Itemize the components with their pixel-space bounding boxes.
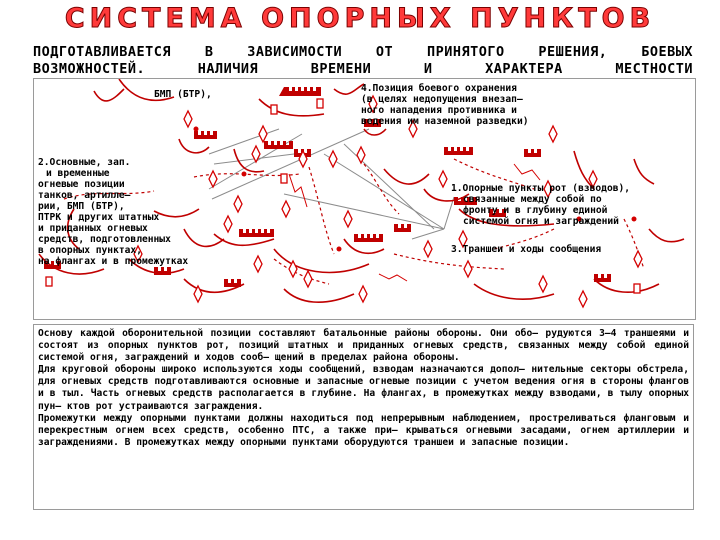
description-paragraph: Основу каждой оборонительной позиции составляют батальонные районы обороны. Они обо– рудуются 3–4 траншеями и состоят из опорных пунктов рот, позиций штатных и приданных огневых средств, связанных между собой единой системой огня, заграждений и ходов сооб– щений в пределах района обороны. xyxy=(38,328,689,364)
label-line: 4.Позиция боевого охранения xyxy=(361,83,517,94)
label-line: ного нападения противника и xyxy=(361,105,517,116)
label-combat-outpost xyxy=(361,83,529,127)
label-fire-positions xyxy=(38,157,188,267)
label-line: (в целях недопущения внезап– xyxy=(361,94,523,105)
label-line: ПТРК и других штатных xyxy=(38,212,160,223)
description-box xyxy=(33,324,694,510)
label-line: рии, БМП (БТР), xyxy=(38,201,125,212)
label-line: огневые позиции xyxy=(38,179,125,190)
label-trenches: 3.Траншеи и ходы сообщения xyxy=(451,244,602,255)
subtitle-line: ПОДГОТАВЛИВАЕТСЯ В ЗАВИСИМОСТИ ОТ ПРИНЯТОГО РЕШЕНИЯ, БОЕВЫХ xyxy=(33,44,693,60)
label-bmp: БМП (БТР), xyxy=(154,89,212,100)
label-line: системой огня и заграждений xyxy=(463,216,619,227)
label-line: и временные xyxy=(46,168,110,179)
label-line: средств, подготовленных xyxy=(38,234,171,245)
label-line: ведения им наземной разведки) xyxy=(361,116,529,127)
strongpoint-diagram xyxy=(33,78,696,320)
label-line: связанные между собой по xyxy=(463,194,602,205)
label-line: 1.Опорные пункты рот (взводов), xyxy=(451,183,631,194)
label-line: фронту и в глубину единой xyxy=(463,205,608,216)
label-line: в опорных пунктах, xyxy=(38,245,142,256)
label-line: на флангах и в промежутках xyxy=(38,256,189,267)
pointer-lines xyxy=(209,129,454,239)
label-line: танков, артилле– xyxy=(38,190,131,201)
label-company-strongpoints xyxy=(451,183,630,227)
description-paragraph: Для круговой обороны широко используются ходы сообщений, взводам назначаются допол– нительные секторы обстрела, для огневых средств подготавливаются основные и запасные огневые позиции с учетом ведения огня в стороны флангов и в тыл. Часть огневых средств располагается в глубине. На флангах, в промежутках между взводами, в тылу опорных пун– ктов рот устраиваются заграждения. xyxy=(38,364,689,412)
label-line: и приданных огневых xyxy=(38,223,148,234)
label-line: 2.Основные, зап. xyxy=(38,157,131,168)
description-paragraph: Промежутки между опорными пунктами должны находиться под непрерывным наблюдением, простреливаться фланговым и перекрестным огнем всех средств, особенно ПТС, а также при– крываться огневыми засадами, огнем артиллерии и заграждениями. В промежутках между опорными пунктами оборудуются траншеи и запасные позиции. xyxy=(38,412,689,448)
page-subtitle xyxy=(33,44,693,78)
subtitle-line: ВОЗМОЖНОСТЕЙ. НАЛИЧИЯ ВРЕМЕНИ И ХАРАКТЕРА МЕСТНОСТИ xyxy=(33,61,693,77)
page-title: СИСТЕМА ОПОРНЫХ ПУНКТОВ xyxy=(64,3,656,34)
